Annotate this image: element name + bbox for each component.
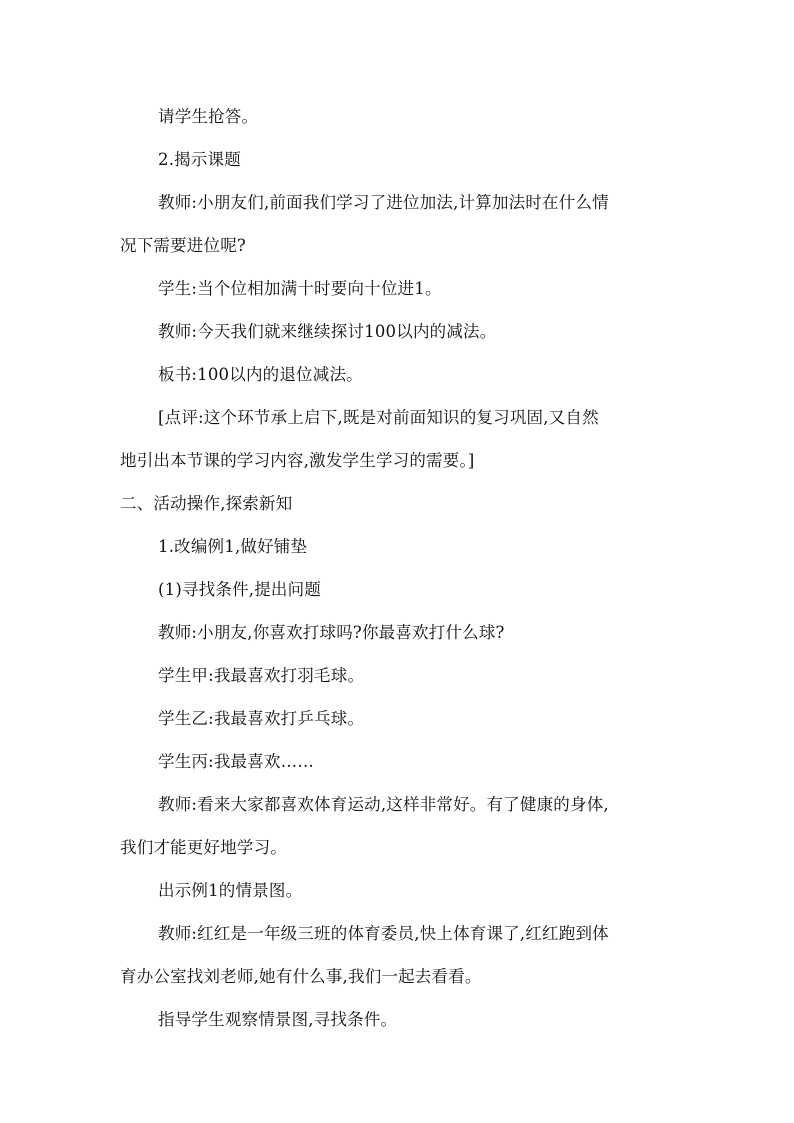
paragraph-line: 板书:100以内的退位减法。 [158, 365, 363, 384]
paragraph-line: 学生:当个位相加满十时要向十位进1。 [158, 279, 442, 298]
paragraph-line: 学生甲:我最喜欢打羽毛球。 [158, 666, 365, 685]
comment-line: 地引出本节课的学习内容,激发学生学习的需要。] [120, 451, 475, 470]
paragraph-line: 我们才能更好地学习。 [120, 838, 287, 857]
paragraph-line: 教师:红红是一年级三班的体育委员,快上体育课了,红红跑到体 [158, 924, 609, 943]
paragraph-line: 出示例1的情景图。 [158, 881, 303, 900]
comment-line: [点评:这个环节承上启下,既是对前面知识的复习巩固,又自然 [158, 408, 599, 427]
paragraph-line: 教师:小朋友,你喜欢打球吗?你最喜欢打什么球? [158, 623, 505, 642]
paragraph-line: 学生丙:我最喜欢…… [158, 752, 315, 771]
section-heading: 2.揭示课题 [158, 150, 241, 169]
paragraph-line: 教师:看来大家都喜欢体育运动,这样非常好。有了健康的身体, [158, 795, 609, 814]
paragraph-line: 学生乙:我最喜欢打乒乓球。 [158, 709, 365, 728]
paragraph-line: 教师:今天我们就来继续探讨100以内的减法。 [158, 322, 497, 341]
paragraph-line: 教师:小朋友们,前面我们学习了进位加法,计算加法时在什么情 [158, 193, 609, 212]
subsection-heading: 1.改编例1,做好铺垫 [158, 537, 308, 556]
section-heading: 二、活动操作,探索新知 [120, 494, 293, 513]
subsection-heading: (1)寻找条件,提出问题 [158, 580, 322, 599]
paragraph-line: 请学生抢答。 [158, 107, 259, 126]
paragraph-line: 指导学生观察情景图,寻找条件。 [158, 1010, 398, 1029]
paragraph-line: 育办公室找刘老师,她有什么事,我们一起去看看。 [120, 967, 482, 986]
paragraph-line: 况下需要进位呢? [120, 236, 246, 255]
